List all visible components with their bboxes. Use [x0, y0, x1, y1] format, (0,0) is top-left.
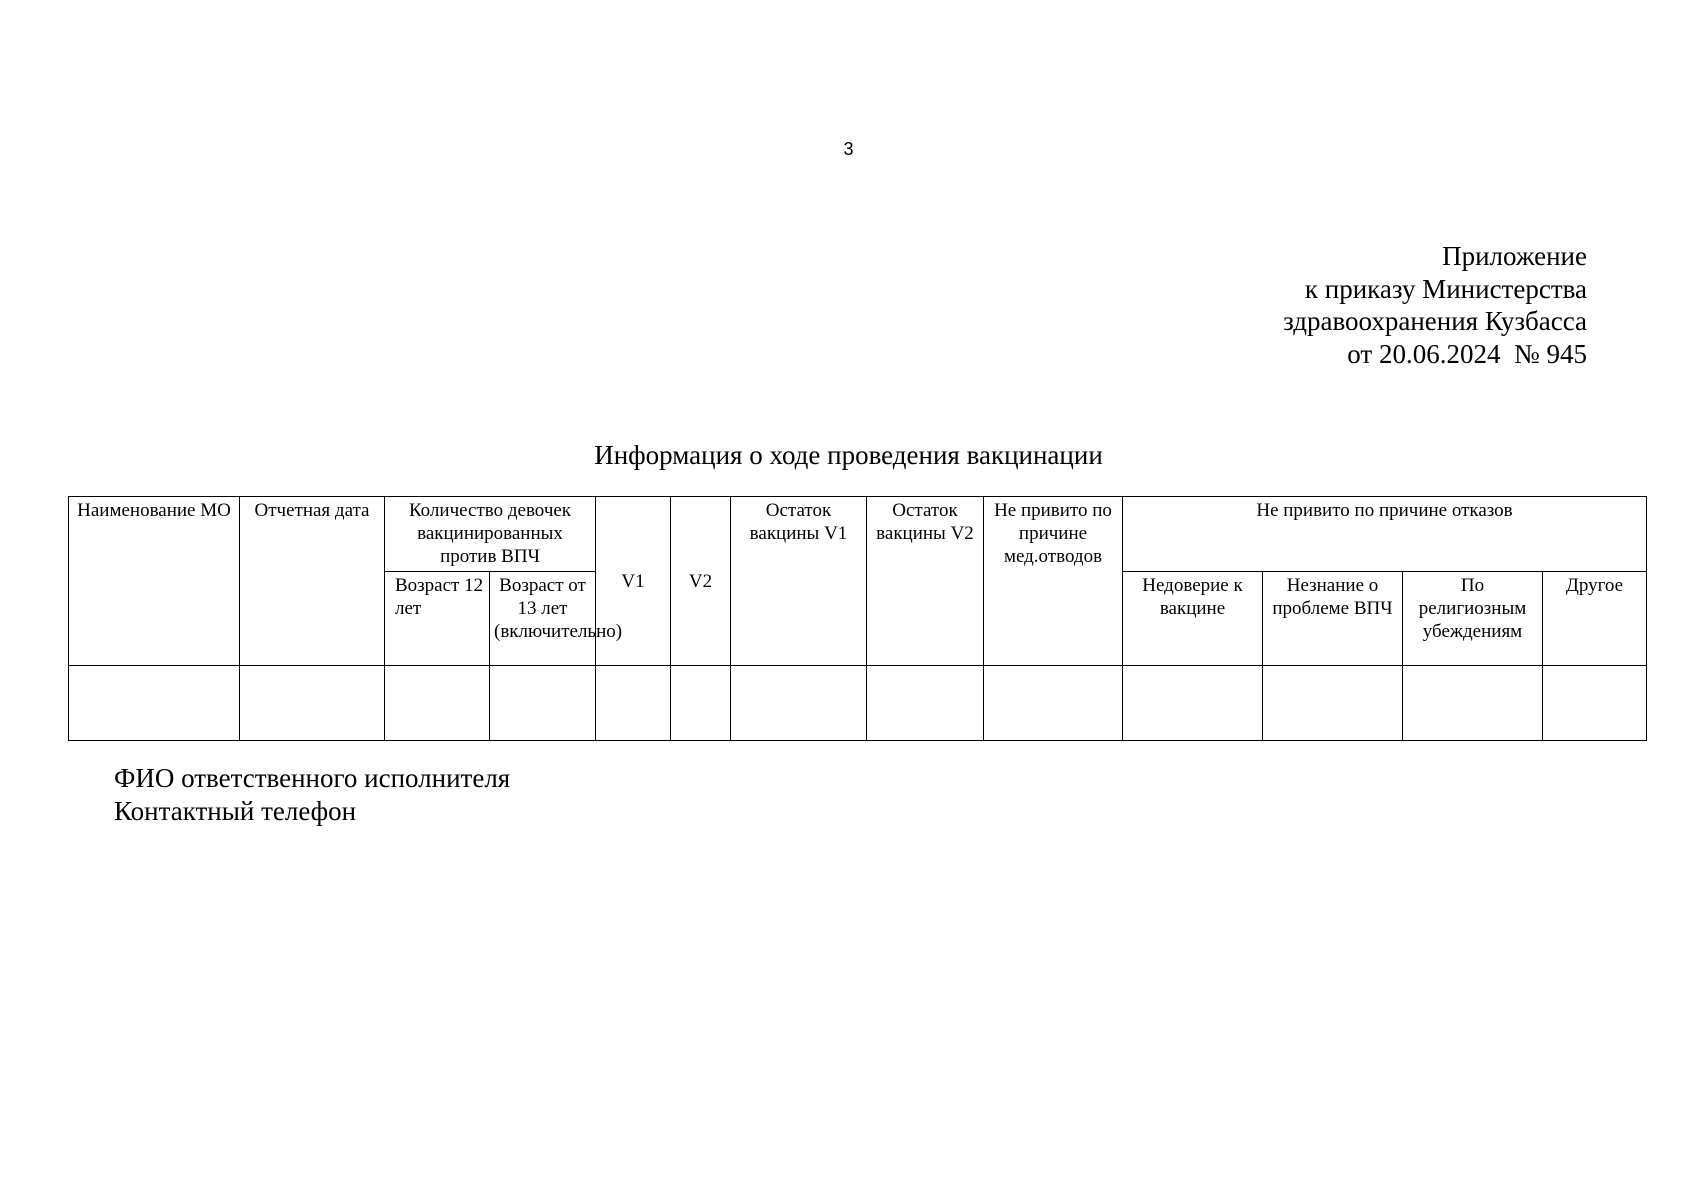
header-age-12: Возраст 12 лет — [385, 572, 490, 666]
cell-other[interactable] — [1543, 666, 1647, 741]
header-remaining-v1: Остаток вакцины V1 — [731, 497, 867, 666]
cell-mo-name[interactable] — [69, 666, 240, 741]
header-unaware: Незнание о проблеме ВПЧ — [1263, 572, 1403, 666]
cell-report-date[interactable] — [240, 666, 385, 741]
responsible-person-label: ФИО ответственного исполнителя — [114, 763, 511, 793]
cell-age-13-plus[interactable] — [490, 666, 596, 741]
cell-v1[interactable] — [596, 666, 671, 741]
cell-unaware[interactable] — [1263, 666, 1403, 741]
header-distrust: Недоверие к вакцине — [1123, 572, 1263, 666]
appendix-line-2: к приказу Министерства — [1304, 273, 1587, 304]
contact-phone-label: Контактный телефон — [114, 795, 357, 826]
appendix-line-1: Приложение — [1442, 241, 1587, 271]
appendix-line-4: от 20.06.2024 № 945 — [1347, 338, 1587, 369]
appendix-line-3: здравоохранения Кузбасса — [1283, 306, 1587, 336]
footer-block — [114, 762, 510, 827]
table-header-row-1 — [69, 497, 1647, 572]
header-remaining-v2: Остаток вакцины V2 — [867, 497, 984, 666]
header-mo-name: Наименование МО — [69, 497, 240, 666]
cell-religion[interactable] — [1403, 666, 1543, 741]
cell-age-12[interactable] — [385, 666, 490, 741]
document-title: Информация о ходе проведения вакцинации — [594, 440, 1103, 470]
page-number: 3 — [843, 139, 854, 159]
header-girls-vaccinated: Количество девочек вакцинированных против ВПЧ — [385, 497, 596, 572]
header-v1: V1 — [596, 497, 671, 666]
header-religion: По религиозным убеждениям — [1403, 572, 1543, 666]
header-age-13-plus: Возраст от 13 лет (включительно) — [490, 572, 596, 666]
table-row — [69, 666, 1647, 741]
header-report-date: Отчетная дата — [240, 497, 385, 666]
header-medical-exemptions: Не привито по причине мед.отводов — [984, 497, 1123, 666]
header-other: Другое — [1543, 572, 1647, 666]
cell-medical-exemptions[interactable] — [984, 666, 1123, 741]
header-v2: V2 — [671, 497, 731, 666]
cell-remaining-v1[interactable] — [731, 666, 867, 741]
header-refusals: Не привито по причине отказов — [1123, 497, 1647, 572]
vaccination-report-table — [68, 496, 1647, 741]
appendix-block — [1283, 240, 1587, 370]
cell-remaining-v2[interactable] — [867, 666, 984, 741]
cell-distrust[interactable] — [1123, 666, 1263, 741]
cell-v2[interactable] — [671, 666, 731, 741]
